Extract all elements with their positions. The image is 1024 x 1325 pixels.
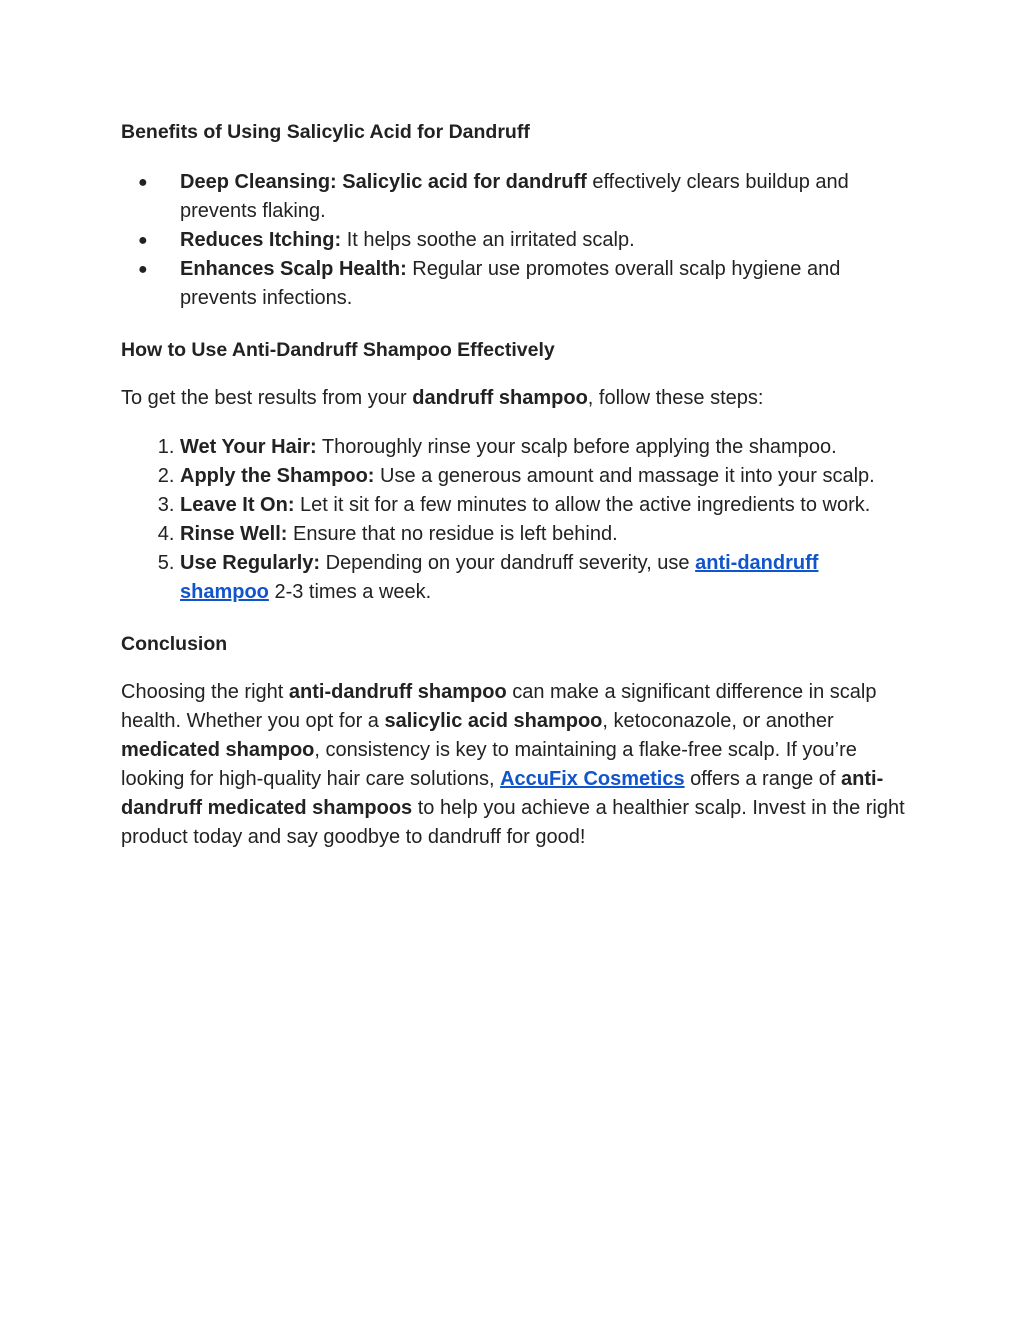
howto-intro [121,384,911,413]
text-run: Choosing the right [121,681,289,703]
step-label: Wet Your Hair: [180,436,317,458]
list-item [180,549,911,607]
text-run: can make a significant difference in scalp health. Whether you opt for a [121,681,877,732]
step-label: Rinse Well: [180,523,288,545]
step-text-after: 2-3 times a week. [268,581,432,603]
step-text: Let it sit for a few minutes to allow the active ingredients to work. [294,494,871,516]
step-text: Ensure that no residue is left behind. [287,523,618,545]
step-text: Depending on your dandruff severity, use [320,552,696,574]
benefits-heading: Benefits of Using Salicylic Acid for Dandruff [121,121,530,143]
text-run: , consistency is key to maintaining a flake-free scalp. If you’re looking for high-quality hair care solutions, [121,739,857,790]
howto-heading: How to Use Anti-Dandruff Shampoo Effectively [121,339,555,361]
item-label: Reduces Itching: [180,229,342,251]
list-item [180,226,911,255]
accufix-cosmetics-link[interactable]: AccuFix Cosmetics [500,768,685,790]
step-label: Leave It On: [180,494,295,516]
text-run: offers a range of [684,768,842,790]
step-text: Thoroughly rinse your scalp before applying the shampoo. [316,436,837,458]
item-text: It helps soothe an irritated scalp. [341,229,635,251]
item-label: Enhances Scalp Health: [180,258,407,280]
anti-dandruff-shampoo-link[interactable]: anti-dandruff shampoo [180,552,819,603]
intro-bold: dandruff shampoo [412,387,588,409]
list-item [180,255,911,313]
text-run: , ketoconazole, or another [602,710,834,732]
steps-list [121,433,911,607]
step-text: Use a generous amount and massage it into your scalp. [374,465,875,487]
step-label: Apply the Shampoo: [180,465,375,487]
list-item [180,462,911,491]
conclusion-paragraph [121,678,911,852]
benefits-list [121,168,911,313]
step-label: Use Regularly: [180,552,321,574]
bold-run: medicated shampoo [121,739,315,761]
item-text: effectively clears buildup and prevents flaking. [180,171,849,222]
intro-before: To get the best results from your [121,387,413,409]
bold-run: anti-dandruff medicated shampoos [121,768,884,819]
bold-run: anti-dandruff shampoo [288,681,507,703]
text-run: to help you achieve a healthier scalp. Invest in the right product today and say goodbye to dandruff for good! [121,797,905,848]
bold-run: salicylic acid shampoo [384,710,603,732]
list-item [180,168,911,226]
item-text: Regular use promotes overall scalp hygiene and prevents infections. [180,258,841,309]
item-label: Deep Cleansing: Salicylic acid for dandruff [180,171,587,193]
intro-after: , follow these steps: [587,387,764,409]
list-item [180,520,911,549]
conclusion-heading: Conclusion [121,633,228,655]
list-item [180,433,911,462]
document-page [121,118,911,852]
list-item [180,491,911,520]
